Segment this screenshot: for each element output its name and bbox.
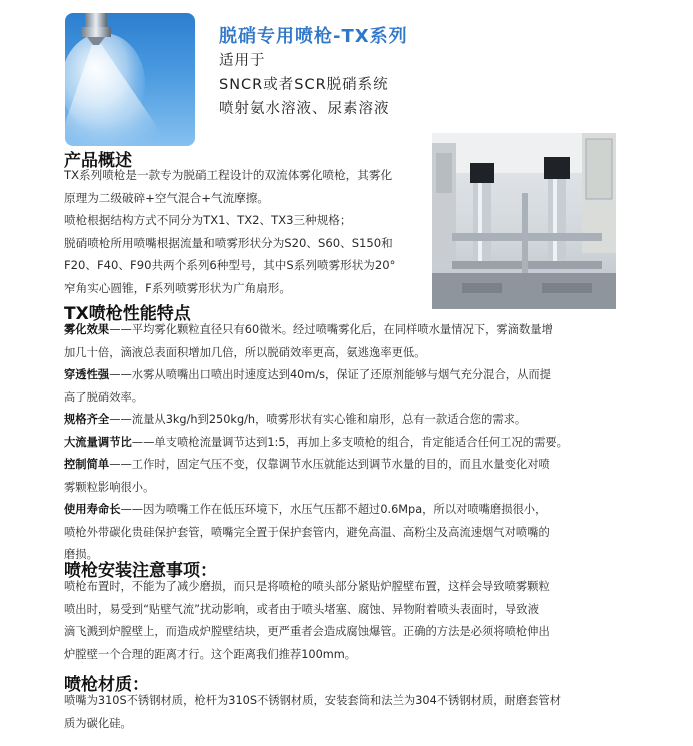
install-heading: 喷枪安装注意事项： xyxy=(64,561,217,581)
feature-text: 加几十倍，滴液总表面积增加几倍，所以脱硝效率更高，氨逃逸率更低。 xyxy=(64,345,426,359)
overview-line: 窄角实心圆锥，F系列喷雾形状为广角扇形。 xyxy=(64,280,291,295)
overview-heading: 产品概述 xyxy=(64,151,132,171)
feature-line xyxy=(64,387,568,410)
page-title: 脱硝专用喷枪-TX系列 xyxy=(219,26,408,47)
overview-line: 原理为二级破碎+空气混合+气流摩擦。 xyxy=(64,190,269,205)
feature-line xyxy=(64,364,568,387)
feature-label: 控制简单 xyxy=(64,458,110,471)
install-line: 喷枪布置时，不能为了减少磨损，而只是将喷枪的喷头部分紧贴炉膛壁布置，这样会导致喷雾颗粒 xyxy=(64,580,550,593)
features-heading: TX喷枪性能特点 xyxy=(64,304,191,324)
feature-line xyxy=(64,432,568,455)
material-heading: 喷枪材质： xyxy=(64,675,149,695)
feature-line xyxy=(64,342,568,365)
feature-text: 磨损。 xyxy=(64,548,98,561)
spray-nozzle-image xyxy=(65,13,195,146)
feature-text: 雾颗粒影响很小。 xyxy=(64,480,155,494)
feature-line xyxy=(64,522,568,545)
feature-label: 穿透性强 xyxy=(64,368,110,381)
overview-line: TX系列喷枪是一款专为脱硝工程设计的双流体雾化喷枪，其雾化 xyxy=(64,168,393,182)
overview-line: 喷枪根据结构方式不同分为TX1、TX2、TX3三种规格； xyxy=(64,213,352,227)
feature-text: 喷枪外带碳化贵硅保护套管，喷嘴完全置于保护套管内，避免高温、高粉尘及高流速烟气对喷嘴的 xyxy=(64,525,550,539)
feature-line xyxy=(64,409,568,432)
material-line: 质为碳化硅。 xyxy=(64,716,132,730)
overview-text xyxy=(64,164,395,299)
overview-line: 脱硝喷枪所用喷嘴根据流量和喷雾形状分为S20、S60、S150和 xyxy=(64,235,393,250)
material-text xyxy=(64,690,561,735)
feature-text: ——水雾从喷嘴出口喷出时速度达到40m/s，保证了还原剂能够与烟气充分混合，从而提 xyxy=(109,368,551,381)
overview-line: F20、F40、F90共两个系列6种型号，其中S系列喷雾形状为20° xyxy=(64,258,396,272)
feature-text: ——流量从3kg/h到250kg/h，喷雾形状有实心锥和扇形，总有一款适合您的需求。 xyxy=(109,413,527,426)
feature-text: 高了脱硝效率。 xyxy=(64,390,144,404)
feature-line xyxy=(64,499,568,522)
applicable-solution: 喷射氨水溶液、尿素溶液 xyxy=(219,101,390,117)
install-line: 喷出时，易受到“贴壁气流”扰动影响，或者由于喷头堵塞、腐蚀、异物附着喷头表面时，导致液 xyxy=(64,602,539,616)
feature-label: 大流量调节比 xyxy=(64,435,132,449)
feature-text: ——工作时，固定气压不变，仅靠调节水压就能达到调节水量的目的，而且水量变化对喷 xyxy=(109,458,550,471)
feature-label: 使用寿命长 xyxy=(64,503,121,516)
features-list xyxy=(64,319,568,567)
feature-line xyxy=(64,477,568,500)
feature-label: 规格齐全 xyxy=(64,413,110,426)
feature-line xyxy=(64,319,568,342)
applicable-system: SNCR或者SCR脱硝系统 xyxy=(219,77,389,93)
feature-text: ——平均雾化颗粒直径只有60微米。经过喷嘴雾化后，在同样喷水量情况下，雾滴数量增 xyxy=(109,323,553,336)
feature-text: ——因为喷嘴工作在低压环境下，水压气压都不超过0.6Mpa，所以对喷嘴磨损很小， xyxy=(120,503,547,516)
feature-line xyxy=(64,454,568,477)
pump-station-photo xyxy=(432,133,616,309)
install-line: 滴飞溅到炉膛壁上，而造成炉膛壁结块，更严重者会造成腐蚀爆管。正确的方法是必须将喷枪伸出 xyxy=(64,625,550,638)
applicable-label: 适用于 xyxy=(219,53,266,69)
install-line: 炉膛壁一个合理的距离才行。这个距离我们推荐100mm。 xyxy=(64,647,357,661)
feature-text: ——单支喷枪流量调节达到1:5，再加上多支喷枪的组合，肯定能适合任何工况的需要。 xyxy=(131,435,568,449)
install-text xyxy=(64,576,550,666)
material-line: 喷嘴为310S不锈钢材质，枪杆为310S不锈钢材质，安装套筒和法兰为304不锈钢材质，耐磨套管材 xyxy=(64,694,562,707)
feature-label: 雾化效果 xyxy=(64,323,110,336)
